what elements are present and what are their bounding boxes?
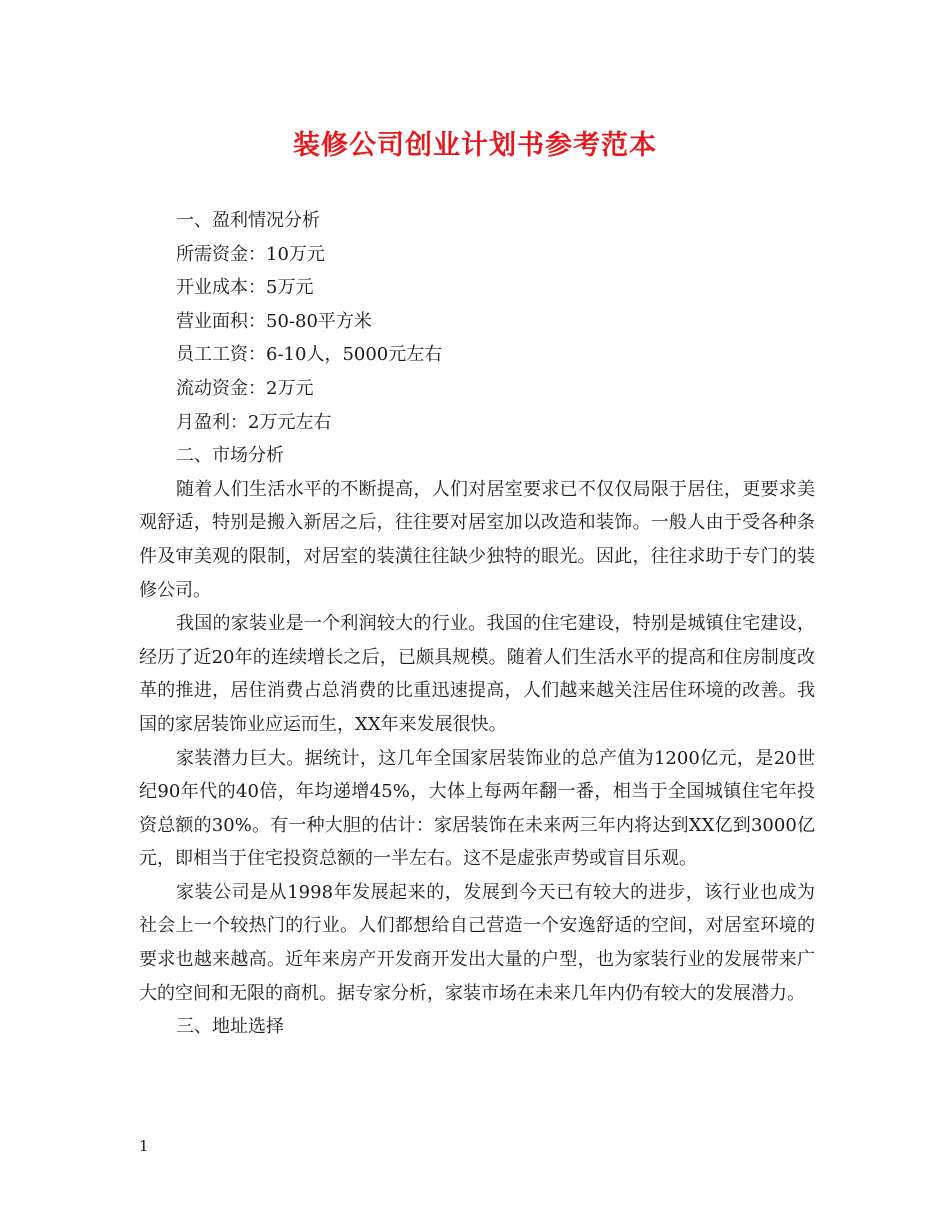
paragraph: 我国的家装业是一个利润较大的行业。我国的住宅建设，特别是城镇住宅建设，经历了近20年的连续增长之后，已颇具规模。随着人们生活水平的提高和住房制度改革的推进，居住消费占总消费的比重迅速提高，人们越来越关注居住环境的改善。我国的家居装饰业应运而生，XX年来发展很快。 — [139, 613, 815, 735]
section-heading-profit: 一、盈利情况分析 — [176, 210, 320, 231]
page-number: 1 — [139, 1137, 149, 1155]
paragraph: 家装潜力巨大。据统计，这几年全国家居装饰业的总产值为1200亿元，是20世纪90年代的40倍，年均递增45%，大体上每两年翻一番，相当于全国城镇住宅年投资总额的30%。有一种大胆的估计：家居装饰在未来两三年内将达到XX亿到3000亿元，即相当于住宅投资总额的一半左右。这不是虚张声势或盲目乐观。 — [139, 747, 815, 870]
list-item: 员工工资：6-10人，5000元左右 — [176, 344, 443, 366]
document-title: 装修公司创业计划书参考范本 — [293, 130, 657, 161]
list-item: 营业面积：50-80平方米 — [176, 310, 372, 332]
list-item: 流动资金：2万元 — [176, 377, 314, 399]
document-body — [139, 204, 815, 1044]
section-heading-location: 三、地址选择 — [176, 1016, 284, 1038]
paragraph: 随着人们生活水平的不断提高，人们对居室要求已不仅仅局限于居住，更要求美观舒适，特别是搬入新居之后，往往要对居室加以改造和装饰。一般人由于受各种条件及审美观的限制，对居室的装潢往往缺少独特的眼光。因此，往往求助于专门的装修公司。 — [139, 478, 815, 601]
list-item: 所需资金：10万元 — [176, 243, 325, 265]
list-item: 月盈利：2万元左右 — [176, 411, 332, 433]
paragraph: 家装公司是从1998年发展起来的，发展到今天已有较大的进步，该行业也成为社会上一个较热门的行业。人们都想给自己营造一个安逸舒适的空间，对居室环境的要求也越来越高。近年来房产开发商开发出大量的户型，也为家装行业的发展带来广大的空间和无限的商机。据专家分析，家装市场在未来几年内仍有较大的发展潜力。 — [139, 881, 815, 1004]
list-item: 开业成本：5万元 — [176, 277, 314, 299]
section-heading-market: 二、市场分析 — [176, 445, 284, 467]
